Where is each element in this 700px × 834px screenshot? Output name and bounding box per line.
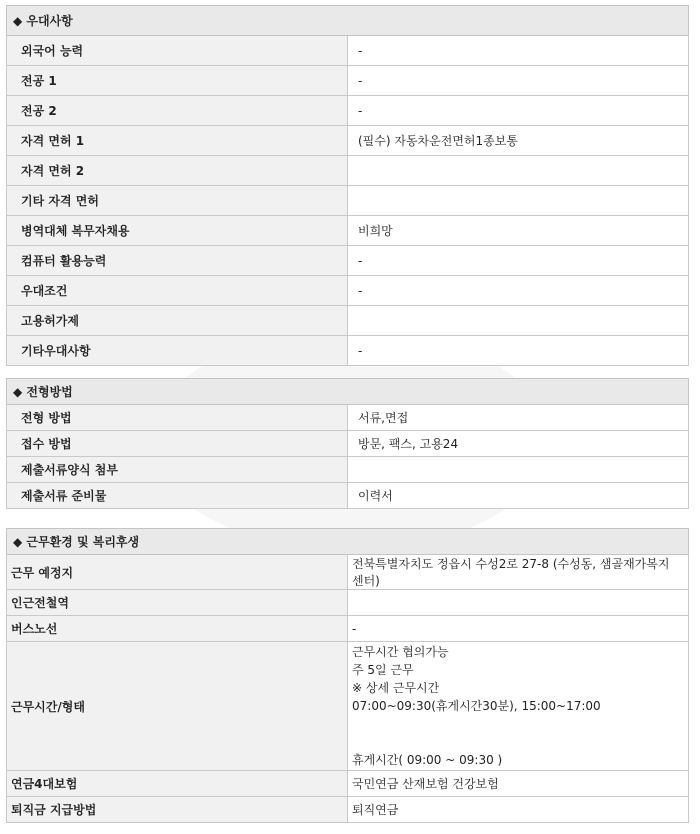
row-label: 고용허가제 [7, 306, 348, 336]
row-value: 비희망 [348, 216, 689, 246]
row-value: 이력서 [348, 483, 689, 509]
row-value: - [348, 246, 689, 276]
row-label: 외국어 능력 [7, 36, 348, 66]
row-label: 연금4대보험 [7, 771, 348, 797]
table-row [7, 36, 689, 66]
row-value: (필수) 자동차운전면허1종보통 [348, 126, 689, 156]
row-label: 제출서류양식 첨부 [7, 457, 348, 483]
row-value: - [348, 66, 689, 96]
table-row [7, 616, 689, 642]
table-row [7, 483, 689, 509]
row-value: 국민연금 산재보험 건강보험 [348, 771, 689, 797]
row-label: 퇴직금 지급방법 [7, 797, 348, 823]
table-row [7, 276, 689, 306]
work-time-line: ※ 상세 근무시간 [352, 681, 440, 695]
row-label: 접수 방법 [7, 431, 348, 457]
table-row [7, 555, 689, 590]
table-row [7, 431, 689, 457]
table-row [7, 642, 689, 771]
row-label: 병역대체 복무자채용 [7, 216, 348, 246]
row-value: 서류,면접 [348, 405, 689, 431]
work-environment-table [6, 528, 689, 823]
row-value: - [348, 616, 689, 642]
table-row [7, 306, 689, 336]
row-value [348, 590, 689, 616]
row-value [348, 156, 689, 186]
row-label: 전형 방법 [7, 405, 348, 431]
row-value: - [348, 36, 689, 66]
table-row [7, 797, 689, 823]
row-value: 방문, 팩스, 고용24 [348, 431, 689, 457]
selection-method-section [6, 378, 689, 509]
table-row [7, 216, 689, 246]
row-label: 버스노선 [7, 616, 348, 642]
section-title: ◆ 전형방법 [7, 379, 689, 405]
row-value: - [348, 336, 689, 366]
table-row [7, 186, 689, 216]
row-value [348, 186, 689, 216]
row-value: - [348, 96, 689, 126]
row-value: - [348, 276, 689, 306]
row-label: 기타 자격 면허 [7, 186, 348, 216]
work-time-value [348, 642, 689, 771]
preferences-section [6, 5, 689, 366]
table-row [7, 771, 689, 797]
row-label: 근무시간/형태 [7, 642, 348, 771]
table-row [7, 590, 689, 616]
row-value [348, 306, 689, 336]
row-label: 전공 1 [7, 66, 348, 96]
section-title: ◆ 우대사항 [7, 6, 689, 36]
table-row [7, 405, 689, 431]
row-label: 우대조건 [7, 276, 348, 306]
section-title: ◆ 근무환경 및 복리후생 [7, 529, 689, 555]
row-label: 근무 예정지 [7, 555, 348, 590]
break-time-line: 휴게시간( 09:00 ~ 09:30 ) [352, 753, 503, 767]
row-label: 자격 면허 2 [7, 156, 348, 186]
table-row [7, 246, 689, 276]
table-row [7, 66, 689, 96]
table-row [7, 457, 689, 483]
work-time-line: 근무시간 협의가능 [352, 645, 449, 659]
work-environment-section [6, 528, 689, 823]
row-value: 퇴직연금 [348, 797, 689, 823]
row-value [348, 457, 689, 483]
table-row [7, 336, 689, 366]
table-row [7, 96, 689, 126]
work-time-line: 주 5일 근무 [352, 663, 414, 677]
spacer [352, 715, 678, 751]
preferences-table [6, 5, 689, 366]
row-label: 전공 2 [7, 96, 348, 126]
work-time-line: 07:00~09:30(휴게시간30분), 15:00~17:00 [352, 699, 601, 713]
selection-method-table [6, 378, 689, 509]
row-value: 전북특별자치도 정읍시 수성2로 27-8 (수성동, 샘골재가복지센터) [348, 555, 689, 590]
row-label: 기타우대사항 [7, 336, 348, 366]
row-label: 컴퓨터 활용능력 [7, 246, 348, 276]
row-label: 자격 면허 1 [7, 126, 348, 156]
row-label: 제출서류 준비물 [7, 483, 348, 509]
table-row [7, 156, 689, 186]
table-row [7, 126, 689, 156]
row-label: 인근전철역 [7, 590, 348, 616]
